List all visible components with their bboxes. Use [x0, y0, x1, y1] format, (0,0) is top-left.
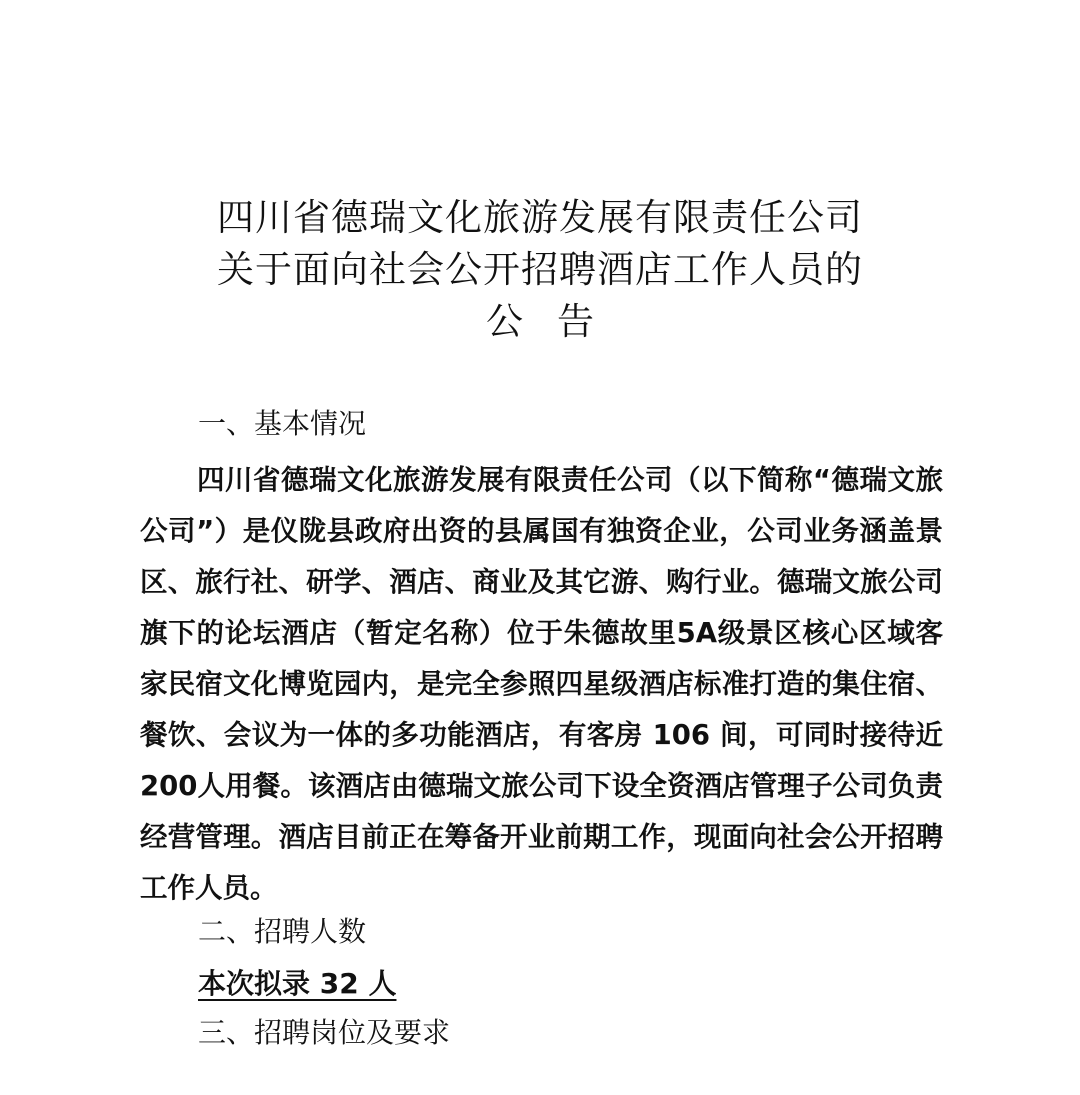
notice-title — [140, 192, 940, 348]
title-line-1: 四川省德瑞文化旅游发展有限责任公司 — [217, 196, 863, 239]
section-heading-basic: 一、基本情况 — [198, 407, 367, 440]
section-heading-positions: 三、招聘岗位及要求 — [198, 1016, 451, 1049]
title-line-3: 公告 — [486, 300, 628, 343]
recruit-count-text: 本次拟录 32 人 — [198, 967, 397, 1000]
section-heading-count: 二、招聘人数 — [198, 915, 367, 948]
basic-info-paragraph: 四川省德瑞文化旅游发展有限责任公司（以下简称“德瑞文旅公司”）是仪陇县政府出资的县属国有独资企业，公司业务涵盖景区、旅行社、研学、酒店、商业及其它游、购行业。德瑞文旅公司旗下的论坛酒店（暂定名称）位于朱德故里5A级景区核心区域客家民宿文化博览园内，是完全参照四星级酒店标准打造的集住宿、餐饮、会议为一体的多功能酒店，有客房 106 间，可同时接待近200人用餐。该酒店由德瑞文旅公司下设全资酒店管理子公司负责经营管理。酒店目前正在筹备开业前期工作，现面向社会公开招聘工作人员。 — [140, 464, 943, 904]
title-line-2: 关于面向社会公开招聘酒店工作人员的 — [217, 248, 863, 291]
